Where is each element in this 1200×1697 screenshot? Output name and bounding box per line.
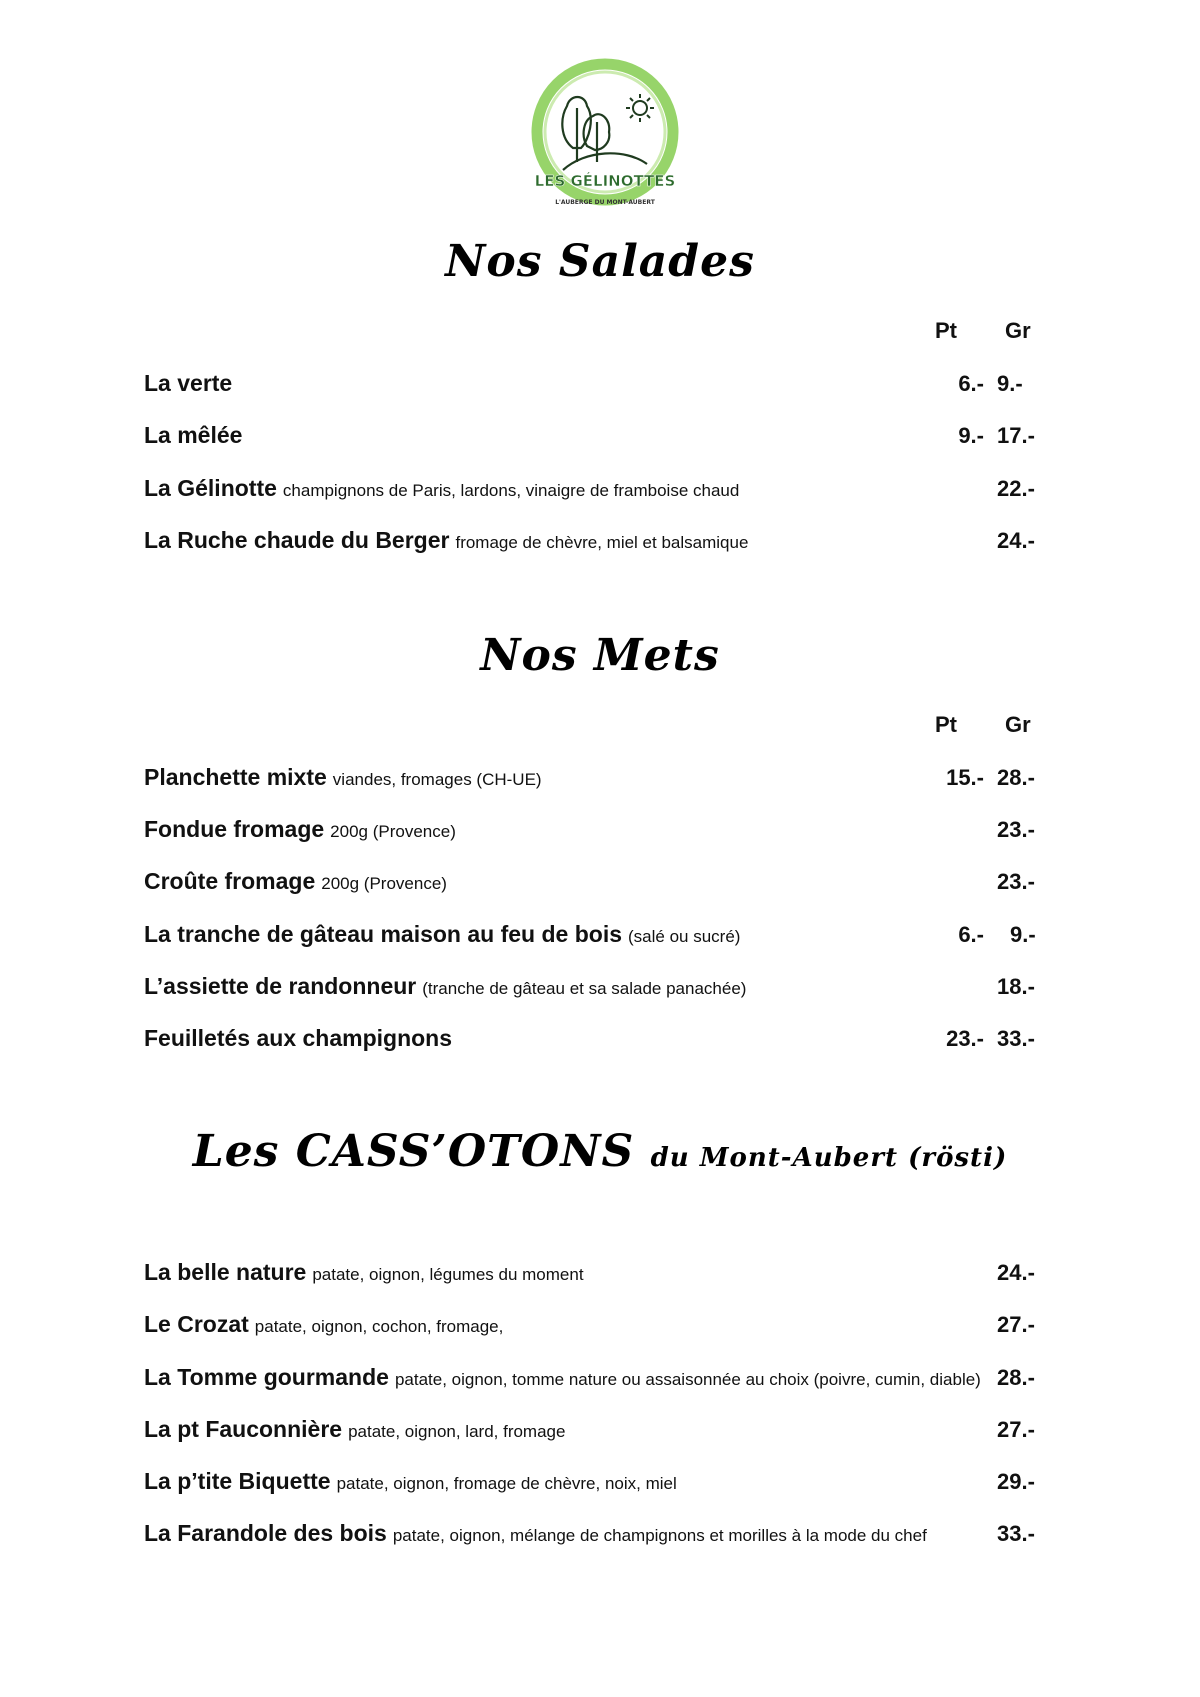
item-name: La Gélinotte champignons de Paris, lardons, vinaigre de framboise chaud xyxy=(144,475,740,501)
item-desc: patate, oignon, fromage de chèvre, noix, miel xyxy=(336,1474,677,1493)
item-name: La Tomme gourmande patate, oignon, tomme nature ou assaisonnée au choix (poivre, cumin, diable) xyxy=(144,1364,981,1390)
column-header-pt: Pt xyxy=(935,318,957,343)
item-desc: patate, oignon, lard, fromage xyxy=(348,1422,566,1441)
item-name: Planchette mixte viandes, fromages (CH-UE) xyxy=(144,764,542,790)
item-desc: fromage de chèvre, miel et balsamique xyxy=(455,533,749,552)
logo xyxy=(515,58,695,226)
sun-icon xyxy=(626,94,654,122)
item-name: La Ruche chaude du Berger fromage de chèvre, miel et balsamique xyxy=(144,527,749,553)
menu-item xyxy=(144,422,1054,456)
logo-tagline: L'AUBERGE DU MONT-AUBERT xyxy=(555,199,655,206)
menu-item xyxy=(144,973,1054,1007)
item-price-gr: 23.- xyxy=(997,817,1035,842)
item-name: Feuilletés aux champignons xyxy=(144,1025,453,1051)
cassotons-subtitle: du Mont-Aubert (rösti) xyxy=(650,1143,1008,1173)
item-desc: (salé ou sucré) xyxy=(628,927,741,946)
menu-item xyxy=(144,1468,1054,1502)
item-price-pt: 23.- xyxy=(946,1026,984,1051)
item-name: L’assiette de randonneur (tranche de gâteau et sa salade panachée) xyxy=(144,973,747,999)
item-price-pt: 15.- xyxy=(946,765,984,790)
item-price-gr: 9.- xyxy=(997,371,1023,396)
menu-item xyxy=(144,475,1054,509)
section-title-salades: Nos Salades xyxy=(445,236,755,287)
column-header-gr: Gr xyxy=(1005,712,1031,737)
item-desc: patate, oignon, cochon, fromage, xyxy=(254,1317,504,1336)
menu-item xyxy=(144,370,1054,404)
item-name: La mêlée xyxy=(144,422,243,448)
menu-item xyxy=(144,764,1054,798)
logo-name: LES GÉLINOTTES xyxy=(534,172,676,190)
item-price-gr: 23.- xyxy=(997,869,1035,894)
item-desc: patate, oignon, tomme nature ou assaisonnée au choix (poivre, cumin, diable) xyxy=(394,1370,981,1389)
section-title-mets: Nos Mets xyxy=(480,630,720,681)
item-name: La p’tite Biquette patate, oignon, fromage de chèvre, noix, miel xyxy=(144,1468,677,1494)
item-price-gr: 28.- xyxy=(997,765,1035,790)
menu-item xyxy=(144,1025,1054,1059)
item-name: La pt Fauconnière patate, oignon, lard, fromage xyxy=(144,1416,566,1442)
item-price-gr: 9.- xyxy=(1010,922,1036,947)
item-desc: (tranche de gâteau et sa salade panachée) xyxy=(422,979,747,998)
menu-item xyxy=(144,921,1054,955)
column-header-gr: Gr xyxy=(1005,318,1031,343)
item-name: La belle nature patate, oignon, légumes du moment xyxy=(144,1259,584,1285)
menu-item xyxy=(144,527,1054,561)
item-price-pt: 6.- xyxy=(958,922,984,947)
item-price-gr: 24.- xyxy=(997,1260,1035,1285)
item-price-gr: 27.- xyxy=(997,1417,1035,1442)
item-desc: 200g (Provence) xyxy=(330,822,456,841)
item-price-gr: 18.- xyxy=(997,974,1035,999)
item-price-gr: 28.- xyxy=(997,1365,1035,1390)
item-price-gr: 29.- xyxy=(997,1469,1035,1494)
item-desc: patate, oignon, légumes du moment xyxy=(312,1265,584,1284)
item-desc: 200g (Provence) xyxy=(321,874,447,893)
item-desc: viandes, fromages (CH-UE) xyxy=(332,770,542,789)
item-name: Le Crozat patate, oignon, cochon, fromage, xyxy=(144,1311,504,1337)
menu-item xyxy=(144,868,1054,902)
section-title-cassotons xyxy=(0,1126,1200,1177)
item-price-gr: 33.- xyxy=(997,1521,1035,1546)
item-price-gr: 33.- xyxy=(997,1026,1035,1051)
menu-item xyxy=(144,1520,1054,1554)
cassotons-title: Les CASS’OTONS xyxy=(192,1126,635,1177)
item-name: Fondue fromage 200g (Provence) xyxy=(144,816,456,842)
item-price-gr: 24.- xyxy=(997,528,1035,553)
item-name: Croûte fromage 200g (Provence) xyxy=(144,868,447,894)
menu-item xyxy=(144,1259,1054,1293)
tree-icon xyxy=(562,97,647,170)
item-price-gr: 22.- xyxy=(997,476,1035,501)
item-price-pt: 6.- xyxy=(958,371,984,396)
item-name: La Farandole des bois patate, oignon, mélange de champignons et morilles à la mode du chef xyxy=(144,1520,927,1546)
menu-item xyxy=(144,1364,1054,1398)
menu-item xyxy=(144,1311,1054,1345)
item-price-gr: 17.- xyxy=(997,423,1035,448)
item-desc: champignons de Paris, lardons, vinaigre de framboise chaud xyxy=(282,481,740,500)
item-price-gr: 27.- xyxy=(997,1312,1035,1337)
menu-item xyxy=(144,1416,1054,1450)
column-header-pt: Pt xyxy=(935,712,957,737)
item-desc: patate, oignon, mélange de champignons et morilles à la mode du chef xyxy=(392,1526,927,1545)
item-name: La tranche de gâteau maison au feu de bois (salé ou sucré) xyxy=(144,921,741,947)
item-name: La verte xyxy=(144,370,233,396)
item-price-pt: 9.- xyxy=(958,423,984,448)
menu-item xyxy=(144,816,1054,850)
